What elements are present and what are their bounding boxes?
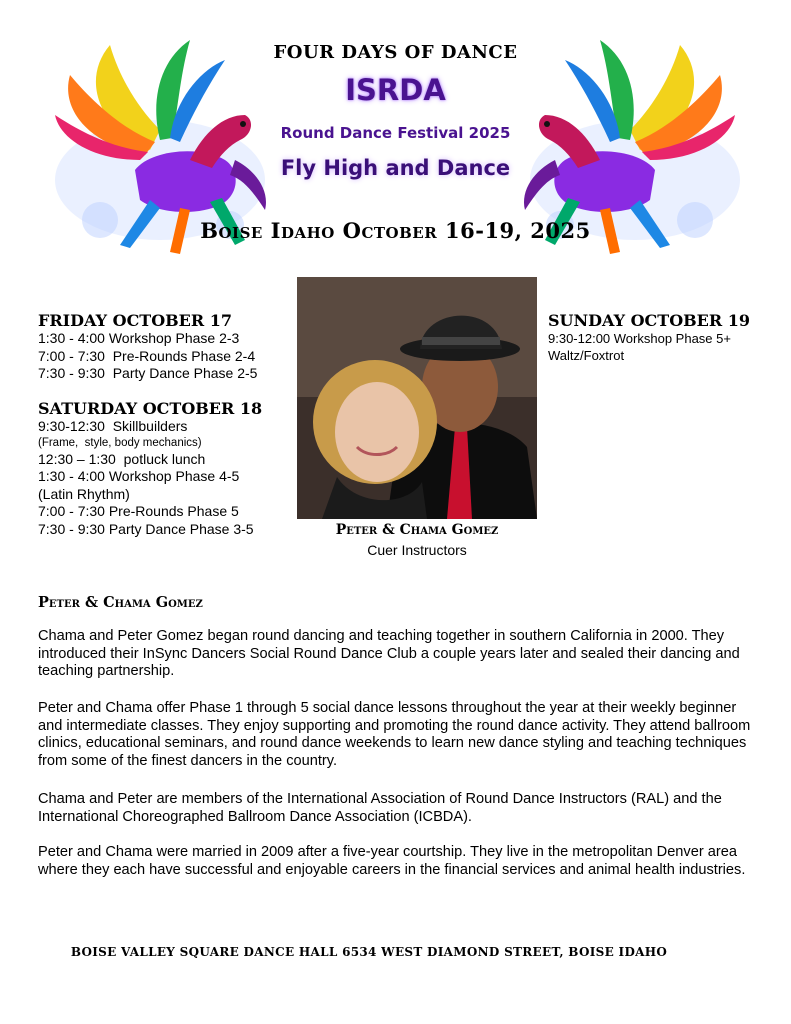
- sunday-heading: SUNDAY OCTOBER 19: [548, 311, 750, 330]
- event-title: ISRDA: [345, 73, 446, 107]
- schedule-item: 7:30 - 9:30 Party Dance Phase 2-5: [38, 365, 258, 381]
- event-theme: Fly High and Dance: [280, 156, 511, 180]
- instructors-name-caption: Peter & Chama Gomez: [335, 522, 499, 538]
- venue-address: BOISE VALLEY SQUARE DANCE HALL 6534 WEST DIAMOND STREET, BOISE IDAHO: [70, 945, 668, 959]
- schedule-item: 7:00 - 7:30 Pre-Rounds Phase 2-4: [38, 347, 256, 364]
- schedule-item: 7:00 - 7:30 Pre-Rounds Phase 5: [38, 503, 239, 519]
- bio-paragraph: Peter and Chama were married in 2009 after a five-year courtship. They live in the metropolitan Denver area where they each have successful and enjoyable careers in the financial services and animal health industries.: [38, 844, 746, 878]
- header-tagline: FOUR DAYS OF DANCE: [273, 42, 518, 63]
- bio-heading: Peter & Chama Gomez: [38, 594, 203, 611]
- instructors-role-caption: Cuer Instructors: [367, 542, 467, 558]
- bio-paragraph: Peter and Chama offer Phase 1 through 5 social dance lessons throughout the year at their weekly beginner and intermediate classes. They enjoy supporting and promoting the round dance activity. They attend ballroom clinics, educational seminars, and round dance weekends to learn new dance styling and teaching techniques from some of the finest dancers in the country.: [38, 700, 751, 769]
- schedule-item: 9:30-12:00 Workshop Phase 5+: [548, 331, 731, 346]
- schedule-note: (Frame, style, body mechanics): [38, 436, 202, 449]
- festival-subtitle: Round Dance Festival 2025: [280, 124, 511, 142]
- schedule-item: 12:30 – 1:30 potluck lunch: [38, 450, 206, 467]
- schedule-note: (Latin Rhythm): [38, 485, 130, 502]
- location-dates: Boise Idaho October 16-19, 2025: [200, 218, 591, 243]
- schedule-item: 7:30 - 9:30 Party Dance Phase 3-5: [38, 520, 254, 537]
- friday-heading: FRIDAY OCTOBER 17: [38, 311, 232, 330]
- schedule-item: 1:30 - 4:00 Workshop Phase 2-3: [38, 330, 240, 346]
- saturday-heading: SATURDAY OCTOBER 18: [38, 399, 263, 418]
- sunday-schedule: [548, 311, 750, 364]
- bio-paragraph: Chama and Peter are members of the International Association of Round Dance Instructors (RAL) and the International Choreographed Ballroom Dance Association (ICBDA).: [38, 791, 722, 825]
- bio-paragraph: Chama and Peter Gomez began round dancing and teaching together in southern California in 2000. They introduced their InSync Dancers Social Round Dance Club a couple years later and sealed their dancing and teaching partnership.: [38, 628, 740, 680]
- schedule-item: Waltz/Foxtrot: [548, 348, 625, 363]
- friday-schedule: [38, 311, 257, 383]
- saturday-schedule: [38, 399, 262, 538]
- schedule-item: 9:30-12:30 Skillbuilders: [38, 418, 188, 434]
- schedule-item: 1:30 - 4:00 Workshop Phase 4-5: [38, 468, 240, 484]
- instructors-photo: [297, 277, 537, 519]
